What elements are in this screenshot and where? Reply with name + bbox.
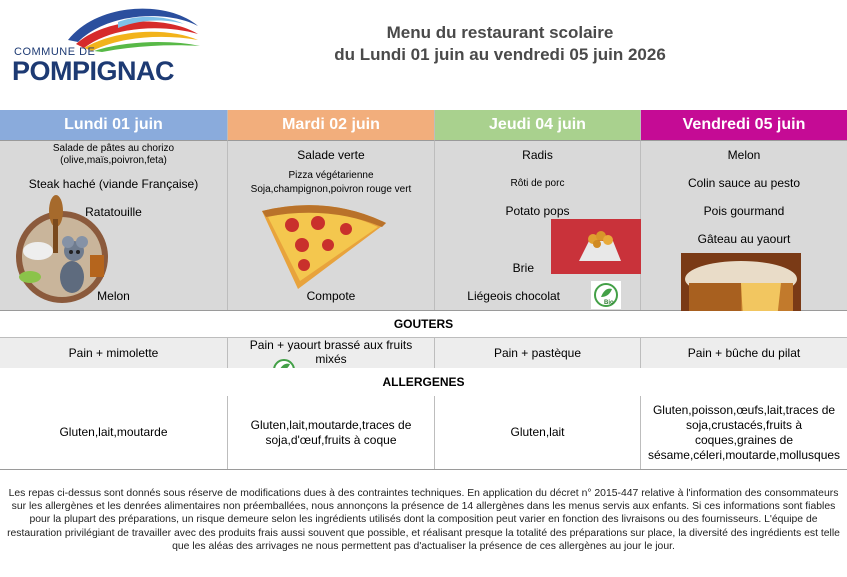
dish-item: Melon — [727, 148, 761, 162]
allergenes-section-title: ALLERGENES — [0, 368, 847, 397]
gouters-row — [0, 338, 847, 369]
day-header-monday: Lundi 01 juin — [0, 110, 228, 141]
dish-item: Rôti de porc — [510, 178, 565, 189]
dishes-tuesday — [228, 141, 435, 310]
pizza-illustration-icon — [258, 201, 388, 291]
page-title: Menu du restaurant scolaire — [386, 23, 614, 42]
day-header-thursday: Jeudi 04 juin — [435, 110, 641, 141]
allergenes-tuesday: Gluten,lait,moutarde,traces de soja,d'œuf,fruits à coque — [228, 396, 435, 469]
logo-waves-icon — [58, 4, 208, 52]
dishes-friday — [641, 141, 847, 310]
allergenes-monday: Gluten,lait,moutarde — [0, 396, 228, 469]
dish-item: Steak haché (viande Française) — [28, 177, 199, 191]
notice-paragraph-1: Les repas ci-dessus sont donnés sous réserve de modifications dues à des contraintes techniques. En application du décret n° 2015-447 relative à l'information des consommateurs sur les allergènes et les denrées alimentaires non préemballées, nous annonçons la présence de 14 allergènes dans les menus servis aux enfants. — [8, 488, 839, 513]
notice-paragraph-2: Si ces informations sont fiables pour la plupart des préparations, un risque demeure selon les ingrédients utilisés dont la composition peut varier en fonction des livraisons ou des fournisseurs. L'équipe de restauration privilégiant de travailler avec des produits frais aussi souvent que possible, et réalisant presque la totalité des préparations sur place, la diversité des ingrédients est telle que les aléas des arrivages ne nous permettent pas d'actualiser la présence de ces allergènes au jour le jour. — [7, 501, 840, 552]
dish-item: Pizza végétarienne — [288, 170, 374, 181]
allergenes-row — [0, 396, 847, 470]
gouter-tuesday — [228, 338, 435, 368]
dishes-thursday — [435, 141, 641, 310]
logo-text-commune: COMMUNE DE — [14, 46, 96, 58]
dish-item: Ratatouille — [85, 205, 142, 219]
gouter-friday: Pain + bûche du pilat — [687, 346, 801, 360]
day-header-row — [0, 110, 847, 141]
dishes-row — [0, 141, 847, 311]
dish-item: Pois gourmand — [703, 204, 785, 218]
commune-logo — [6, 4, 206, 88]
logo-text-pompignac: POMPIGNAC — [12, 56, 175, 86]
dish-item: Colin sauce au pesto — [687, 176, 801, 190]
dish-item: Gâteau au yaourt — [697, 232, 791, 246]
dish-item: Salade verte — [297, 148, 365, 162]
dish-item: Salade de pâtes au chorizo — [52, 143, 175, 154]
dish-item: Brie — [512, 261, 534, 275]
page-subtitle: du Lundi 01 juin au vendredi 05 juin 2026 — [334, 45, 666, 64]
dish-item: Liégeois chocolat — [467, 289, 560, 303]
dish-item: Soja,champignon,poivron rouge vert — [250, 184, 412, 195]
dish-item: Compote — [306, 289, 356, 303]
dish-item: Radis — [522, 148, 553, 162]
bio-badge-icon — [591, 281, 621, 309]
gouter-tuesday-text: Pain + yaourt brassé aux fruits mixés — [249, 338, 413, 366]
dish-item: (olive,maïs,poivron,feta) — [60, 155, 167, 166]
gouter-monday: Pain + mimolette — [0, 338, 228, 368]
dish-item: Potato pops — [505, 204, 570, 218]
bio-label: Bio — [604, 300, 614, 306]
gouter-thursday: Pain + pastèque — [435, 338, 641, 368]
allergenes-thursday: Gluten,lait — [435, 396, 641, 469]
allergenes-friday: Gluten,poisson,œufs,lait,traces de soja,crustacés,fruits à coques,graines de sésame,céleri,moutarde,mollusques — [647, 402, 841, 462]
dishes-monday — [0, 141, 228, 310]
day-header-friday: Vendredi 05 juin — [641, 110, 847, 141]
day-header-tuesday: Mardi 02 juin — [228, 110, 435, 141]
allergen-notice — [4, 487, 843, 553]
potato-pops-photo-icon — [551, 219, 641, 274]
gouters-section-title: GOUTERS — [0, 311, 847, 338]
dish-item: Melon — [97, 289, 130, 303]
